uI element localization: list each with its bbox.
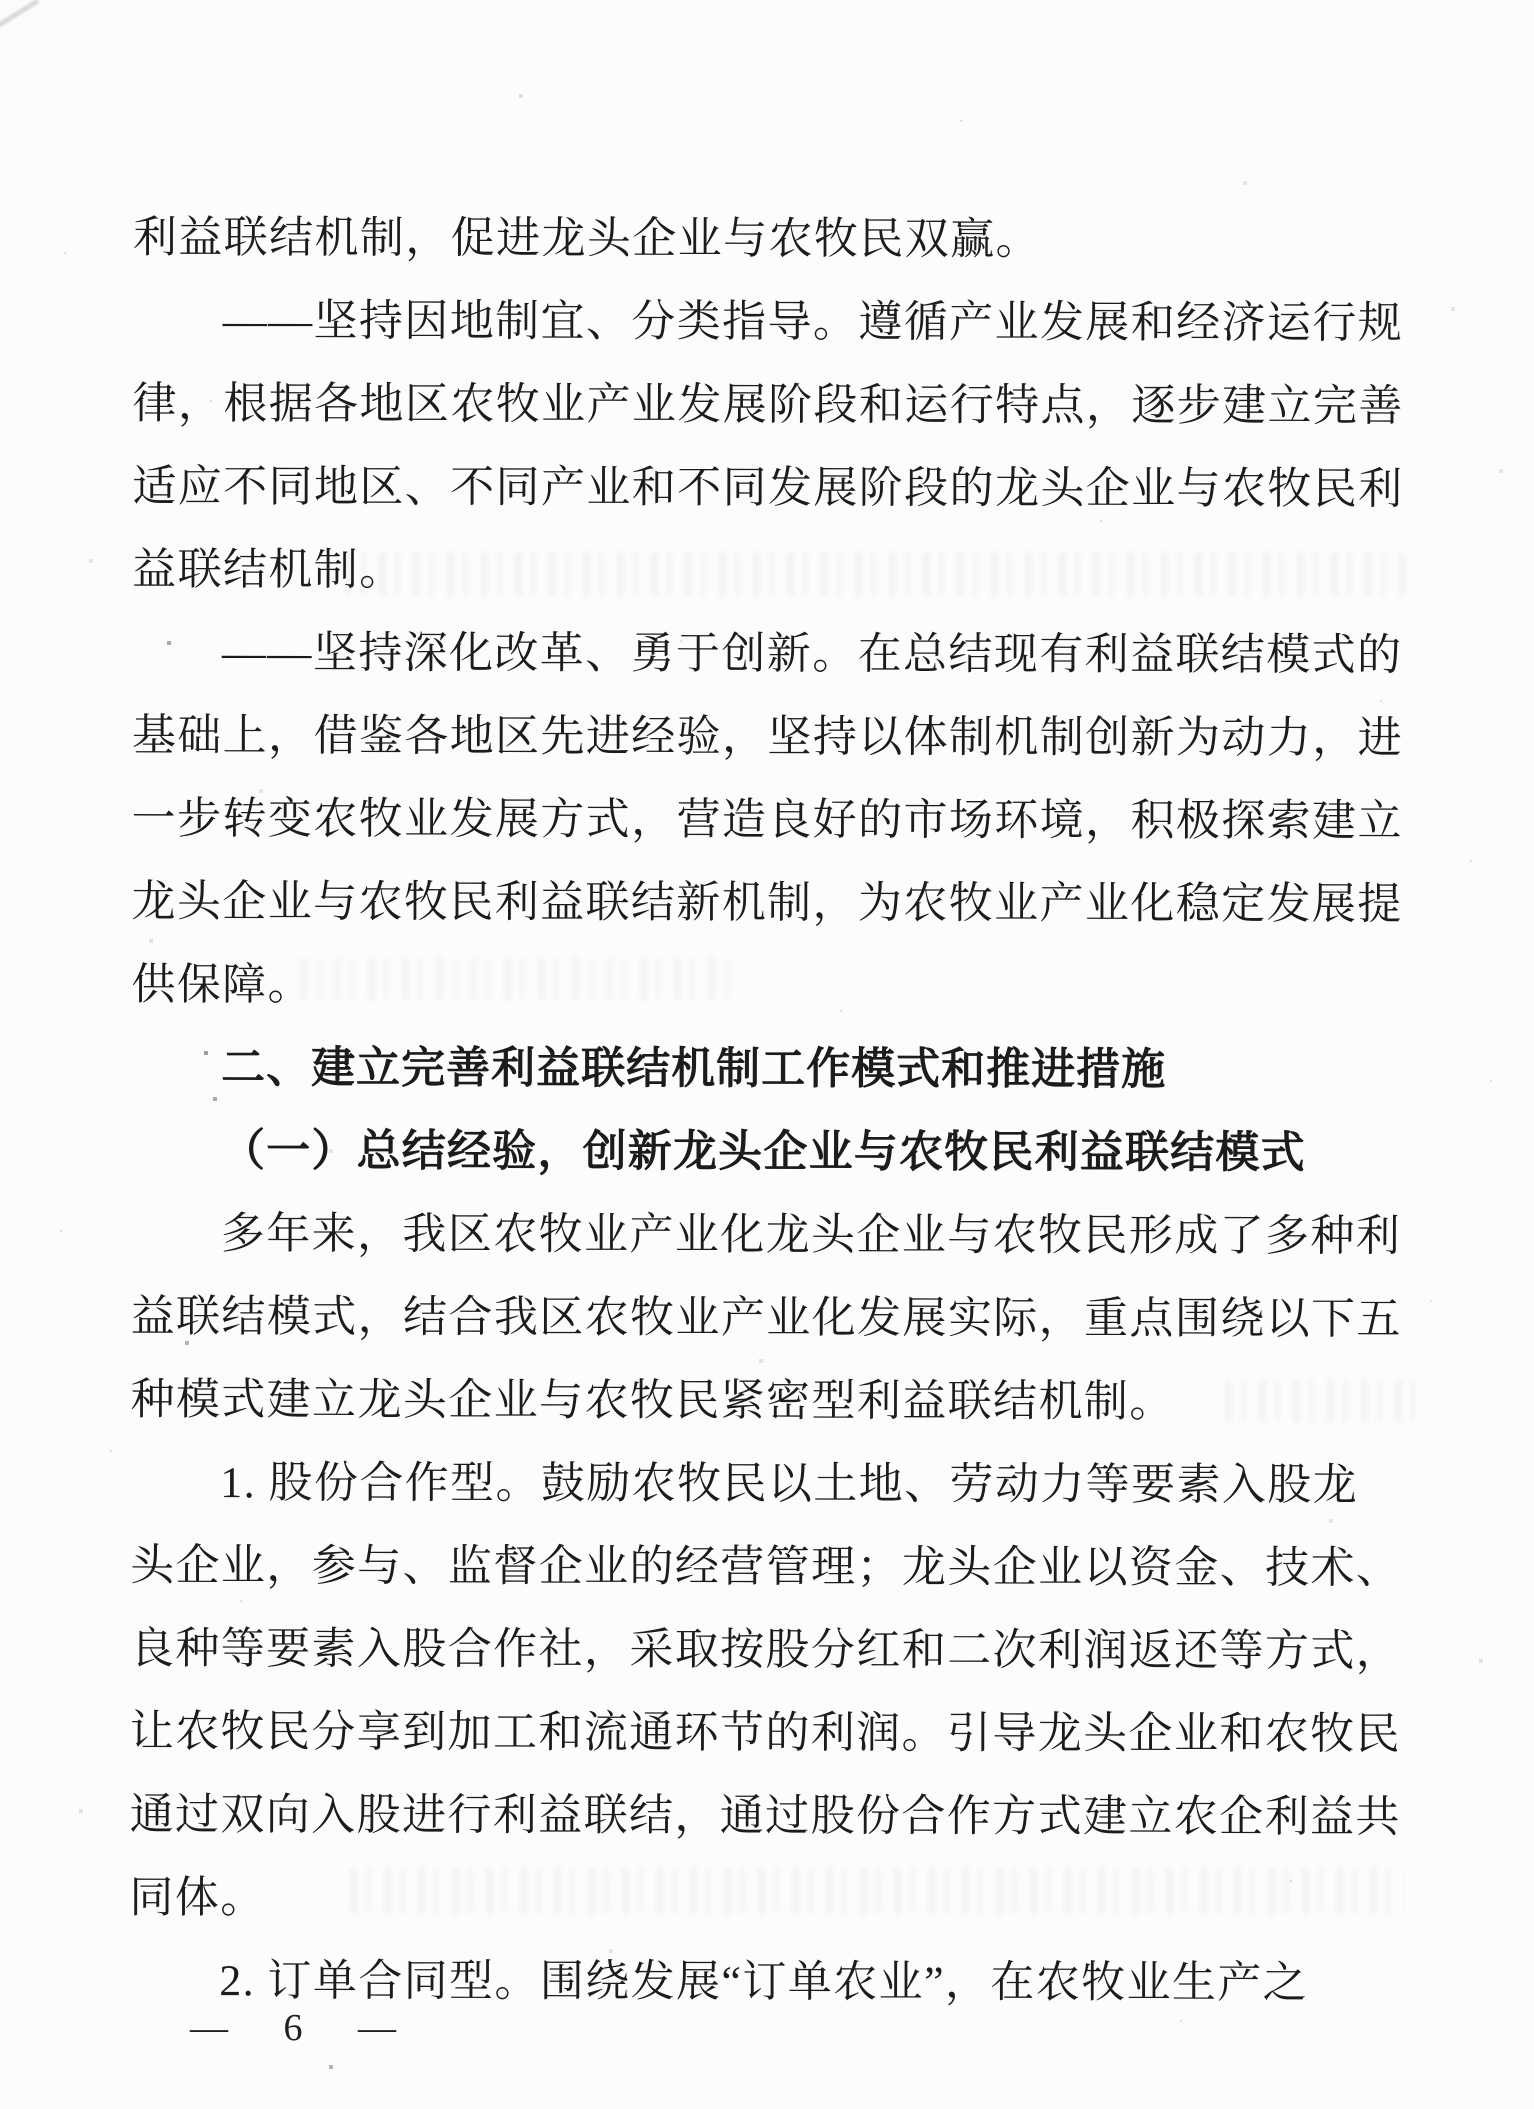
text-line: 适应不同地区、不同产业和不同发展阶段的龙头企业与农牧民利 — [132, 461, 1404, 514]
text-line: 一步转变农牧业发展方式，营造良好的市场环境，积极探索建立 — [131, 793, 1403, 846]
text-line: 让农牧民分享到加工和流通环节的利润。引导龙头企业和农牧民 — [129, 1706, 1402, 1759]
scan-noise-speckles — [0, 0, 2, 2]
text-line: 供保障。 — [131, 959, 314, 1010]
list-item-line: 1. 股份合作型。鼓励农牧民以土地、劳动力等要素入股龙 — [220, 1458, 1359, 1510]
text-line: 同体。 — [129, 1872, 266, 1923]
text-line: 龙头企业与农牧民利益联结新机制，为农牧业产业化稳定发展提 — [131, 876, 1403, 929]
text-line: ——坚持深化改革、勇于创新。在总结现有利益联结模式的 — [221, 628, 1403, 680]
text-line: 律，根据各地区农牧业产业发展阶段和运行特点，逐步建立完善 — [132, 378, 1404, 431]
text-line: 利益联结机制，促进龙头企业与农牧民双赢。 — [132, 212, 1041, 264]
section-heading: 二、建立完善利益联结机制工作模式和推进措施 — [221, 1043, 1167, 1095]
text-line: 良种等要素入股合作社，采取按股分红和二次利润返还等方式， — [129, 1623, 1402, 1676]
text-line: ——坚持因地制宜、分类指导。遵循产业发展和经济运行规 — [222, 296, 1404, 348]
text-line: 益联结模式，结合我区农牧业产业化发展实际，重点围绕以下五 — [130, 1291, 1402, 1344]
scan-corner-artifact — [0, 0, 39, 30]
page-number: — 6 — — [190, 2007, 398, 2049]
text-line: 多年来，我区农牧业产业化龙头企业与农牧民形成了多种利 — [220, 1209, 1402, 1261]
text-line: 头企业，参与、监督企业的经营管理；龙头企业以资金、技术、 — [130, 1540, 1402, 1593]
text-line: 种模式建立龙头企业与农牧民紧密型利益联结机制。 — [130, 1374, 1175, 1427]
document-body — [129, 196, 1409, 2025]
subsection-heading: （一）总结经验，创新龙头企业与农牧民利益联结模式 — [220, 1126, 1306, 1178]
list-item-line: 2. 订单合同型。围绕发展“订单农业”，在农牧业生产之 — [219, 1956, 1309, 2008]
text-line: 益联结机制。 — [132, 544, 405, 595]
text-line: 通过双向入股进行利益联结，通过股份合作方式建立农企利益共 — [129, 1789, 1401, 1842]
text-line: 基础上，借鉴各地区先进经验，坚持以体制机制创新为动力，进 — [131, 710, 1404, 763]
